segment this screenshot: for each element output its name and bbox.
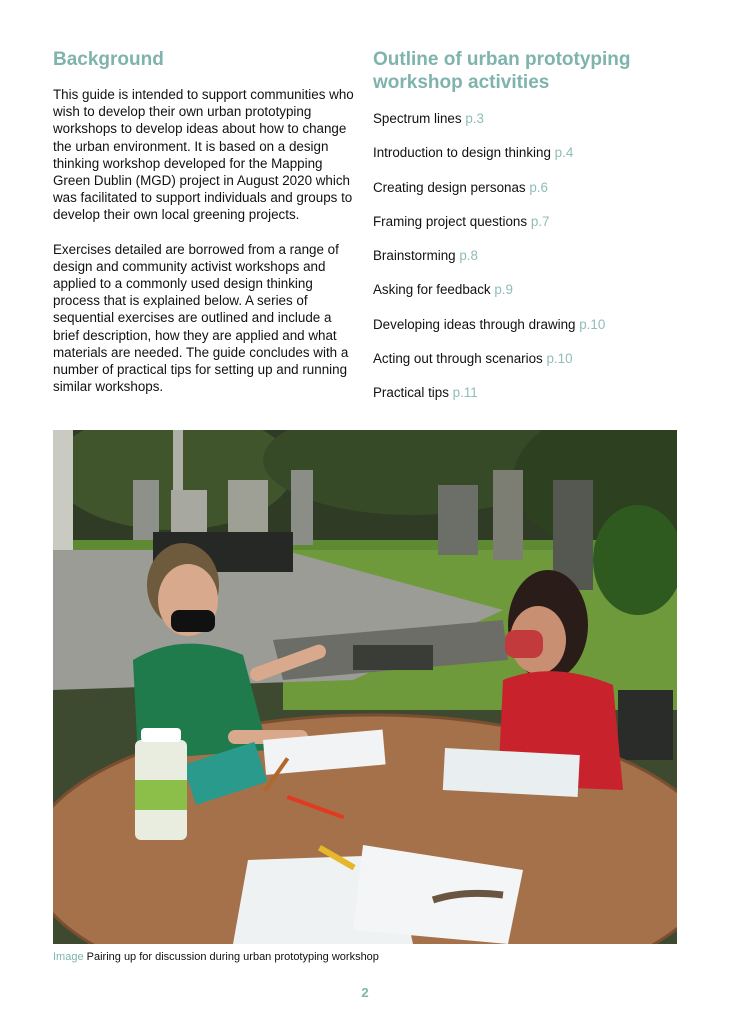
photo-caption xyxy=(53,951,379,964)
outline-item[interactable] xyxy=(373,213,693,247)
outline-item[interactable] xyxy=(373,384,693,418)
page-number: 2 xyxy=(361,985,369,1000)
outline-item[interactable] xyxy=(373,281,693,315)
outline-section xyxy=(373,48,693,419)
outline-item[interactable] xyxy=(373,247,693,281)
outline-item-title: Practical tips xyxy=(373,385,449,401)
outline-item-title: Spectrum lines xyxy=(373,111,462,126)
outline-item-page: p.10 xyxy=(546,351,573,367)
outline-item[interactable] xyxy=(373,350,693,384)
outline-item-title: Framing project questions xyxy=(373,213,528,229)
caption-label: Image xyxy=(53,951,84,963)
outline-heading: Outline of urban prototyping workshop activities xyxy=(373,49,631,93)
outline-item-page: p.3 xyxy=(465,111,484,126)
outline-item-title: Asking for feedback xyxy=(373,282,491,298)
outline-item-page: p.7 xyxy=(530,213,550,229)
caption-text: Pairing up for discussion during urban prototyping workshop xyxy=(86,951,379,963)
background-paragraph-1: This guide is intended to support communities who wish to develop their own urban prototyping workshops to develop ideas about how to change the urban environment. It is based on a design thinking workshop developed for the Mapping Green Dublin (MGD) project in August 2020 which was facilitated to support individuals and groups to develop their own local greening projects. xyxy=(53,87,354,223)
outline-item-title: Acting out through scenarios xyxy=(373,351,543,367)
outline-list xyxy=(373,110,693,419)
background-body xyxy=(53,86,358,395)
outline-item-page: p.9 xyxy=(494,282,513,298)
outline-item[interactable] xyxy=(373,110,693,144)
outline-item-title: Brainstorming xyxy=(373,248,456,264)
outline-item-page: p.4 xyxy=(554,145,574,161)
outline-item[interactable] xyxy=(373,144,693,178)
background-section xyxy=(53,48,358,395)
workshop-illustration xyxy=(53,430,677,944)
outline-item-page: p.6 xyxy=(529,179,548,195)
outline-item-page: p.8 xyxy=(459,248,478,264)
outline-item-title: Creating design personas xyxy=(373,179,526,195)
background-heading: Background xyxy=(53,49,164,70)
outline-item-title: Introduction to design thinking xyxy=(373,145,551,161)
background-paragraph-2: Exercises detailed are borrowed from a range of design and community activist workshops and applied to a commonly used design thinking process that is explained below. A series of sequential exercises are outlined and include a brief description, how they are applied and what materials are needed. The guide concludes with a number of practical tips for setting up and running similar workshops. xyxy=(53,241,349,395)
outline-item[interactable] xyxy=(373,316,693,350)
workshop-photo xyxy=(53,430,677,944)
outline-item[interactable] xyxy=(373,179,693,213)
outline-item-page: p.11 xyxy=(452,385,478,401)
outline-item-page: p.10 xyxy=(579,316,606,332)
outline-item-title: Developing ideas through drawing xyxy=(373,316,576,332)
